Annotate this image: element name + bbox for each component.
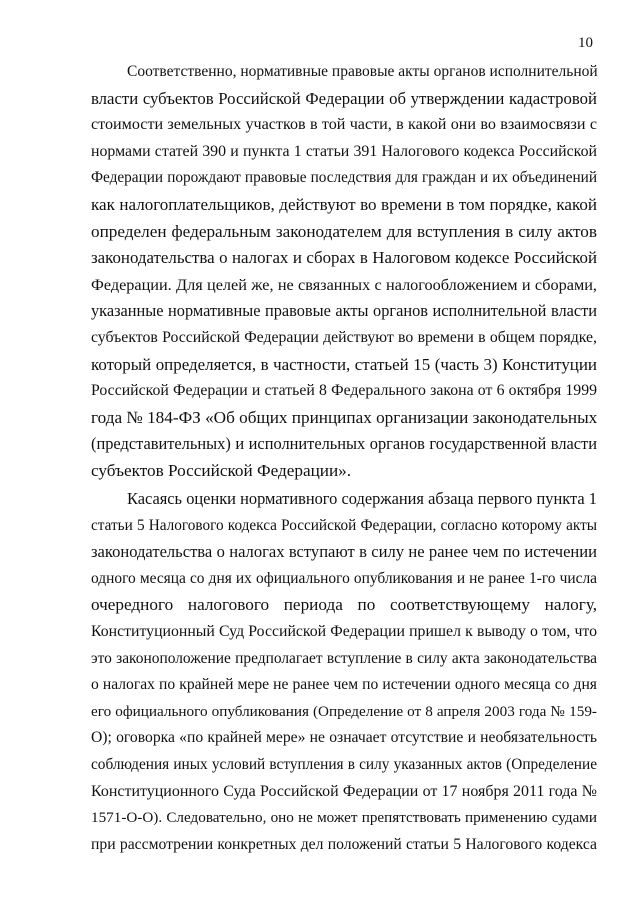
text-line: при рассмотрении конкретных дел положений статьи 5 Налогового кодекса — [91, 835, 597, 853]
text-line: о налогах по крайней мере не ранее чем по истечении одного месяца со дня — [91, 676, 597, 694]
text-line: 1571-О-О). Следовательно, оно не может препятствовать применению судами — [91, 809, 597, 827]
text-line: законодательства о налогах вступают в силу не ранее чем по истечении — [91, 542, 597, 562]
text-line: О); оговорка «по крайней мере» не означает отсутствие и необязательность — [91, 729, 597, 747]
text-line: Конституционного Суда Российской Федерации от 17 ноября 2011 года № — [91, 782, 597, 800]
text-line: Федерации. Для целей же, не связанных с налогообложением и сборами, — [91, 275, 597, 294]
text-line: субъектов Российской Федерации». — [91, 460, 352, 480]
text-line: это законоположение предполагает вступление в силу акта законодательства — [91, 649, 597, 667]
text-line: который определяется, в частности, статьей 15 (часть 3) Конституции — [91, 354, 597, 374]
page-number: 10 — [578, 35, 593, 51]
text-line: указанные нормативные правовые акты органов исполнительной власти — [91, 301, 597, 321]
paragraph-2 — [91, 486, 597, 858]
text-line: как налогоплательщиков, действуют во времени в том порядке, какой — [91, 194, 597, 214]
text-line: Соответственно, нормативные правовые акты органов исполнительной — [127, 63, 598, 80]
text-line: Конституционный Суд Российской Федерации пришел к выводу о том, что — [91, 622, 597, 640]
text-line: субъектов Российской Федерации действуют во времени в общем порядке, — [91, 328, 597, 346]
text-line: Касаясь оценки нормативного содержания абзаца первого пункта 1 — [127, 489, 597, 508]
text-line: одного месяца со дня их официального опубликования и не ранее 1-го числа — [91, 569, 597, 587]
text-line: власти субъектов Российской Федерации об утверждении кадастровой — [91, 88, 597, 108]
text-line: законодательства о налогах и сборах в Налоговом кодексе Российской — [91, 248, 597, 268]
text-line: Федерации порождают правовые последствия для граждан и их объединений — [91, 169, 597, 187]
text-line: очередного налогового периода по соответствующему налогу, — [91, 595, 597, 615]
text-line: статьи 5 Налогового кодекса Российской Федерации, согласно которому акты — [91, 516, 597, 534]
text-line: (представительных) и исполнительных органов государственной власти — [91, 434, 597, 454]
text-line: нормами статей 390 и пункта 1 статьи 391 Налогового кодекса Российской — [91, 142, 597, 160]
text-line: года № 184-ФЗ «Об общих принципах организации законодательных — [91, 407, 598, 427]
text-line: соблюдения иных условий вступления в силу указанных актов (Определение — [91, 755, 597, 773]
text-line: его официального опубликования (Определение от 8 апреля 2003 года № 159- — [91, 702, 597, 720]
text-line: определен федеральным законодателем для вступления в силу актов — [91, 221, 597, 241]
text-line: стоимости земельных участков в той части, в какой они во взаимосвязи с — [91, 116, 597, 134]
paragraph-1 — [91, 59, 597, 485]
text-line: Российской Федерации и статьей 8 Федерального закона от 6 октября 1999 — [91, 382, 597, 400]
